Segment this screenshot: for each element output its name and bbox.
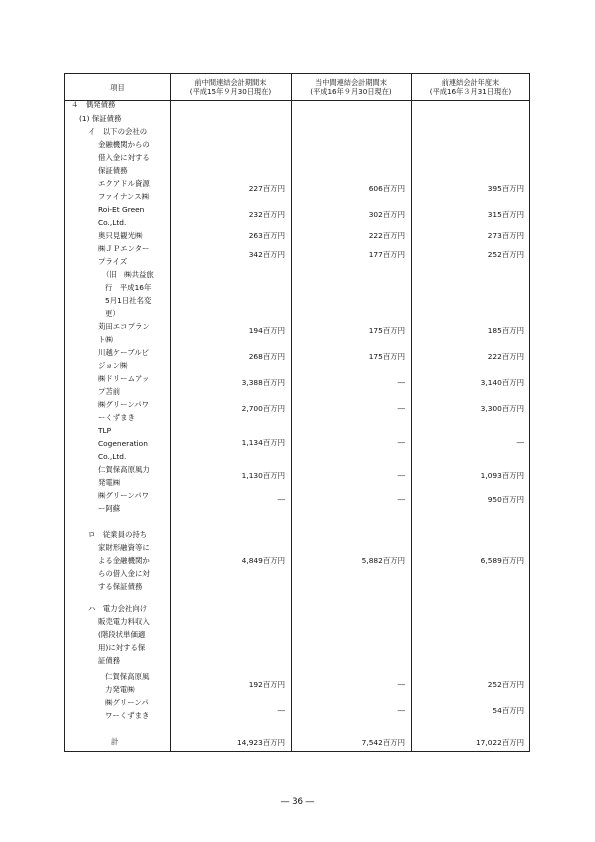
header-date: (平成16年３月31日現在) — [429, 87, 512, 96]
item-label: 行 平成16年 — [105, 283, 152, 292]
item-label: Roi-Et Green — [98, 205, 145, 214]
item-label: プライズ — [98, 257, 128, 266]
value-cell: 54百万円 — [492, 706, 524, 715]
item-label: ハ 電力会社向け — [88, 604, 148, 613]
total-label: 計 — [111, 737, 119, 746]
value-cell: 315百万円 — [487, 210, 524, 219]
item-label: エクアドル資源 — [98, 179, 150, 188]
item-label: （旧 ㈱共益旅 — [102, 270, 154, 279]
value-cell: 3,300百万円 — [480, 404, 524, 413]
header-date: (平成15年９月30日現在) — [189, 87, 272, 96]
value-cell: 222百万円 — [487, 352, 524, 361]
contingent-liabilities-table — [64, 73, 530, 752]
value-cell: 252百万円 — [487, 680, 524, 689]
item-label: 5月1日社名変 — [105, 296, 152, 305]
value-cell: 252百万円 — [487, 250, 524, 259]
item-label: ロ 従業員の持ち — [88, 530, 148, 539]
item-label: ト㈱ — [98, 335, 113, 344]
value-cell: 175百万円 — [368, 326, 405, 335]
item-label: ー阿蘇 — [98, 504, 121, 513]
value-cell: 175百万円 — [368, 352, 405, 361]
value-cell: ― — [397, 495, 405, 504]
item-label: ㈱ＪＰエンター — [98, 244, 150, 253]
item-label: 保証債務 — [98, 166, 128, 175]
total-value-cell: 7,542百万円 — [361, 738, 405, 747]
item-label: プ苫前 — [98, 387, 121, 396]
value-cell: 222百万円 — [368, 231, 405, 240]
item-label: ㈱グリーンパ — [105, 698, 149, 707]
value-cell: 1,130百万円 — [241, 471, 285, 480]
item-label: 発電㈱ — [98, 478, 121, 487]
item-label: 奥只見観光㈱ — [98, 231, 143, 240]
value-cell: 395百万円 — [487, 184, 524, 193]
item-label: ㈱グリーンパワ — [98, 491, 150, 500]
value-cell: 177百万円 — [368, 250, 405, 259]
value-cell: ― — [277, 495, 285, 504]
item-label: 川越ケーブルビ — [98, 348, 150, 357]
value-cell: 606百万円 — [368, 184, 405, 193]
header-date: (平成16年９月30日現在) — [310, 87, 392, 96]
value-cell: 3,388百万円 — [241, 378, 285, 387]
value-cell: ― — [516, 438, 524, 447]
value-cell: ― — [397, 706, 405, 715]
item-label: ワーくずまき — [105, 711, 150, 720]
value-cell: ― — [277, 706, 285, 715]
value-cell: 3,140百万円 — [480, 378, 524, 387]
value-cell: 227百万円 — [248, 184, 285, 193]
item-label: イ 以下の会社の — [88, 127, 148, 136]
header-text: 前連結会計年度末 — [441, 78, 500, 87]
item-label: ㈱グリーンパワ — [98, 400, 150, 409]
value-cell: 1,134百万円 — [241, 438, 285, 447]
value-cell: 302百万円 — [368, 210, 405, 219]
header-text: 当中間連結会計期間末 — [315, 78, 387, 87]
item-label: Co.,Ltd. — [98, 452, 127, 461]
value-cell: ― — [397, 378, 405, 387]
item-label: 家財形融資等に — [98, 543, 150, 552]
value-cell: 4,849百万円 — [241, 556, 285, 565]
header-current-interim — [291, 74, 411, 100]
item-label: 更） — [105, 309, 120, 318]
item-label: 仁賀保高原風力 — [98, 465, 150, 474]
item-label: 用)に対する保 — [98, 643, 146, 652]
value-cell: ― — [397, 438, 405, 447]
page-number: ― 36 ― — [280, 797, 315, 807]
column-divider — [411, 74, 412, 751]
item-label: Co.,Ltd. — [98, 218, 127, 227]
total-value-cell: 17,022百万円 — [475, 738, 524, 747]
item-label: らの借入金に対 — [98, 569, 150, 578]
value-cell: 342百万円 — [248, 250, 285, 259]
header-item-text: 項目 — [110, 82, 125, 92]
item-label: TLP — [98, 426, 112, 435]
item-label: 借入金に対する — [98, 153, 150, 162]
value-cell: ― — [397, 680, 405, 689]
item-label: 金融機関からの — [98, 140, 150, 149]
value-cell: 268百万円 — [248, 352, 285, 361]
value-cell: 6,589百万円 — [480, 556, 524, 565]
value-cell: 2,700百万円 — [241, 404, 285, 413]
value-cell: 1,093百万円 — [480, 471, 524, 480]
item-label: 販売電力料収入 — [98, 617, 150, 626]
header-prev-fiscal-year — [411, 74, 530, 100]
item-label: ４ 偶発債務 — [71, 100, 116, 109]
item-label: (階段状単価適 — [98, 630, 146, 639]
value-cell: ― — [397, 404, 405, 413]
value-cell: 5,882百万円 — [361, 556, 405, 565]
value-cell: 273百万円 — [487, 231, 524, 240]
item-label: 力発電㈱ — [105, 685, 135, 694]
value-cell: 185百万円 — [487, 326, 524, 335]
item-label: 苅田エコプラン — [98, 322, 150, 331]
item-label: ㈱ドリームアッ — [98, 374, 150, 383]
value-cell: 192百万円 — [248, 680, 285, 689]
header-text: 前中間連結会計期間末 — [194, 78, 267, 87]
value-cell: 950百万円 — [487, 495, 524, 504]
item-label: 証債務 — [98, 656, 121, 665]
total-value-cell: 14,923百万円 — [236, 738, 285, 747]
column-divider — [291, 74, 292, 751]
item-label: ファイナンス㈱ — [98, 192, 149, 201]
item-label: (1) 保証債務 — [79, 114, 122, 123]
item-label: 仁賀保高原風 — [105, 672, 150, 681]
value-cell: 194百万円 — [248, 326, 285, 335]
value-cell: 232百万円 — [248, 210, 285, 219]
header-item — [65, 74, 170, 100]
header-divider — [65, 100, 529, 101]
item-label: Cogeneration — [98, 439, 148, 448]
header-prev-interim — [170, 74, 291, 100]
column-divider — [170, 74, 171, 751]
value-cell: 263百万円 — [248, 231, 285, 240]
item-label: ーくずまき — [98, 413, 135, 422]
item-label: する保証債務 — [98, 582, 143, 591]
item-label: よる金融機関か — [98, 556, 150, 565]
item-label: ジョン㈱ — [98, 361, 128, 370]
value-cell: ― — [397, 471, 405, 480]
